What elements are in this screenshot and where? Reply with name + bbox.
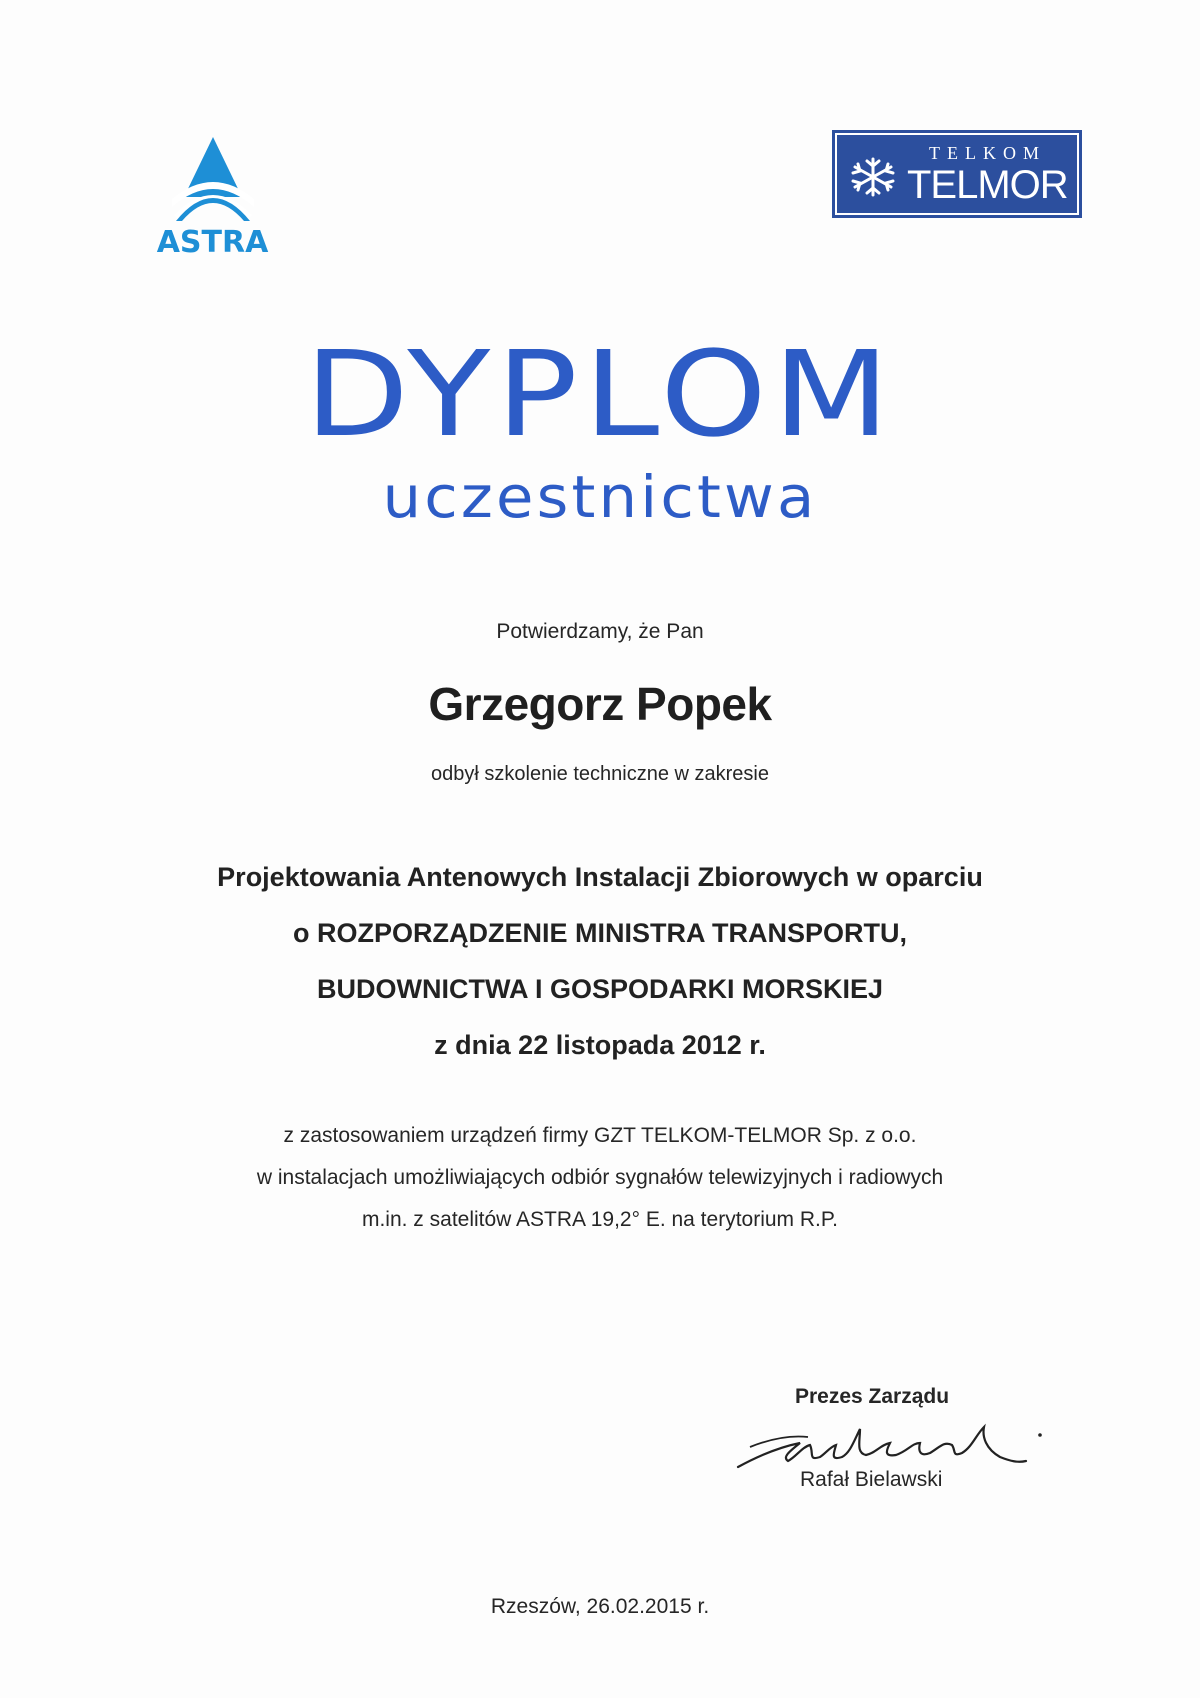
signer-name: Rafał Bielawski (800, 1468, 943, 1491)
description-line: z zastosowaniem urządzeń firmy GZT TELKOM-TELMOR Sp. z o.o. (283, 1124, 917, 1147)
course-line: o ROZPORZĄDZENIE MINISTRA TRANSPORTU, (293, 918, 907, 948)
astra-logo-text: ASTRA (156, 225, 269, 260)
description-line: m.in. z satelitów ASTRA 19,2° E. na terytorium R.P. (361, 1208, 839, 1231)
astra-logo (150, 135, 275, 260)
place-and-date: Rzeszów, 26.02.2015 r. (490, 1595, 710, 1618)
snowflake-icon (849, 157, 897, 197)
diploma-subtitle: uczestnictwa (382, 463, 818, 531)
signer-role: Prezes Zarządu (795, 1385, 950, 1408)
course-line: BUDOWNICTWA I GOSPODARKI MORSKIEJ (316, 974, 883, 1004)
recipient-name: Grzegorz Popek (428, 678, 772, 730)
handwritten-signature (730, 1417, 1050, 1473)
telkom-telmor-logo (832, 130, 1082, 218)
course-line: z dnia 22 listopada 2012 r. (434, 1030, 766, 1060)
description-line: w instalacjach umożliwiających odbiór sygnałów telewizyjnych i radiowych (256, 1166, 944, 1189)
course-line: Projektowania Antenowych Instalacji Zbiorowych w oparciu (217, 862, 983, 892)
training-intro: odbył szkolenie techniczne w zakresie (431, 763, 769, 785)
astra-triangle-icon (168, 135, 258, 225)
confirmation-text: Potwierdzamy, że Pan (496, 620, 704, 643)
telkom-text: TELKOM (929, 143, 1046, 163)
telmor-text: TELMOR (907, 163, 1068, 207)
diploma-title: DYPLOM (304, 325, 896, 463)
